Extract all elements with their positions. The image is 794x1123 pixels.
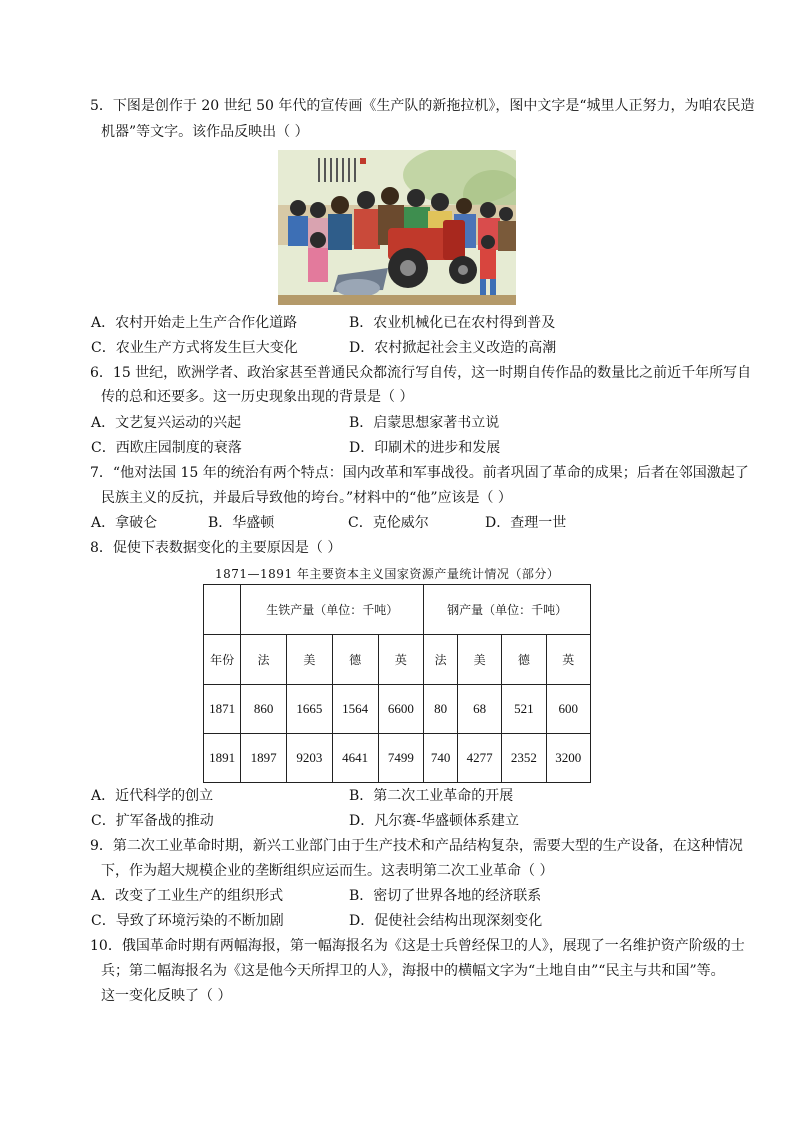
table-cell: 6600	[378, 685, 424, 734]
q5-option-c[interactable]: C．农业生产方式将发生巨大变化	[91, 340, 298, 356]
q9-option-b[interactable]: B．密切了世界各地的经济联系	[349, 888, 542, 904]
q8-stem: 8．促使下表数据变化的主要原因是（ ）	[90, 540, 342, 556]
country-header: 美	[286, 635, 332, 685]
table-cell: 4277	[457, 734, 501, 783]
q9-stem-line2: 下，作为超大规模企业的垄断组织应运而生。这表明第二次工业革命（ ）	[101, 863, 554, 879]
q7-option-d[interactable]: D．查理一世	[485, 515, 567, 531]
q10-stem-line3: 这一变化反映了（ ）	[101, 988, 232, 1004]
country-header: 德	[332, 635, 378, 685]
q8-option-b[interactable]: B．第二次工业革命的开展	[349, 788, 514, 804]
q7-option-b[interactable]: B．华盛顿	[208, 515, 275, 531]
country-header: 英	[546, 635, 590, 685]
table-cell: 1564	[332, 685, 378, 734]
pig-iron-group-header: 生铁产量（单位：千吨）	[241, 585, 424, 635]
q8-option-d[interactable]: D．凡尔赛-华盛顿体系建立	[349, 813, 519, 829]
table-cell: 7499	[378, 734, 424, 783]
year-cell: 1891	[204, 734, 241, 783]
table-cell: 740	[424, 734, 458, 783]
q6-option-c[interactable]: C．西欧庄园制度的衰落	[91, 440, 242, 456]
q7-option-a[interactable]: A．拿破仑	[91, 515, 158, 531]
q7-option-c[interactable]: C．克伦威尔	[348, 515, 429, 531]
q5-option-d[interactable]: D．农村掀起社会主义改造的高潮	[349, 340, 557, 356]
q8-option-a[interactable]: A．近代科学的创立	[91, 788, 214, 804]
table-cell: 68	[457, 685, 501, 734]
q9-option-a[interactable]: A．改变了工业生产的组织形式	[91, 888, 284, 904]
q6-stem-line2: 传的总和还要多。这一历史现象出现的背景是（ ）	[101, 389, 414, 405]
country-header: 法	[241, 635, 287, 685]
country-header: 美	[457, 635, 501, 685]
table-cell: 80	[424, 685, 458, 734]
table-cell: 2352	[502, 734, 546, 783]
q5-stem-line2: 机器”等文字。该作品反映出（ ）	[101, 124, 309, 140]
propaganda-poster-image	[278, 150, 516, 305]
q6-option-b[interactable]: B．启蒙思想家著书立说	[349, 415, 500, 431]
table-cell: 860	[241, 685, 287, 734]
table-cell: 3200	[546, 734, 590, 783]
q6-stem-line1: 6．15 世纪，欧洲学者、政治家甚至普通民众都流行写自传，这一时期自传作品的数量比之前近千年所写自	[90, 365, 752, 381]
q7-stem-line1: 7．“他对法国 15 年的统治有两个特点：国内改革和军事战役。前者巩固了革命的成果；后者在邻国激起了	[90, 465, 749, 481]
table-cell: 4641	[332, 734, 378, 783]
q5-stem-line1: 5．下图是创作于 20 世纪 50 年代的宣传画《生产队的新拖拉机》，图中文字是“城里人正努力，为咱农民造	[90, 98, 755, 114]
table-cell: 1897	[241, 734, 287, 783]
q9-option-c[interactable]: C．导致了环境污染的不断加剧	[91, 913, 284, 929]
table-caption: 1871—1891 年主要资本主义国家资源产量统计情况（部分）	[215, 567, 560, 581]
table-cell: 1665	[286, 685, 332, 734]
q5-option-b[interactable]: B．农业机械化已在农村得到普及	[349, 315, 556, 331]
q6-option-a[interactable]: A．文艺复兴运动的兴起	[91, 415, 242, 431]
table-corner-cell	[204, 585, 241, 635]
q9-stem-line1: 9．第二次工业革命时期，新兴工业部门由于生产技术和产品结构复杂，需要大型的生产设备，在这种情况	[90, 838, 743, 854]
q9-option-d[interactable]: D．促使社会结构出现深刻变化	[349, 913, 543, 929]
year-cell: 1871	[204, 685, 241, 734]
country-header: 法	[424, 635, 458, 685]
q10-stem-line2: 兵；第二幅海报名为《这是他今天所捍卫的人》，海报中的横幅文字为“土地自由”“民主与共和国”等。	[101, 963, 725, 979]
table-row	[204, 734, 591, 783]
country-header: 英	[378, 635, 424, 685]
q8-option-c[interactable]: C．扩军备战的推动	[91, 813, 214, 829]
production-table	[203, 584, 591, 783]
table-cell: 521	[502, 685, 546, 734]
q5-option-a[interactable]: A．农村开始走上生产合作化道路	[91, 315, 298, 331]
table-row	[204, 685, 591, 734]
year-column-header: 年份	[204, 635, 241, 685]
q6-option-d[interactable]: D．印刷术的进步和发展	[349, 440, 501, 456]
table-cell: 600	[546, 685, 590, 734]
country-header: 德	[502, 635, 546, 685]
table-cell: 9203	[286, 734, 332, 783]
q7-stem-line2: 民族主义的反抗，并最后导致他的垮台。”材料中的“他”应该是（ ）	[101, 490, 512, 506]
q10-stem-line1: 10．俄国革命时期有两幅海报，第一幅海报名为《这是士兵曾经保卫的人》，展现了一名维护资产阶级的士	[90, 938, 745, 954]
steel-group-header: 钢产量（单位：千吨）	[424, 585, 591, 635]
